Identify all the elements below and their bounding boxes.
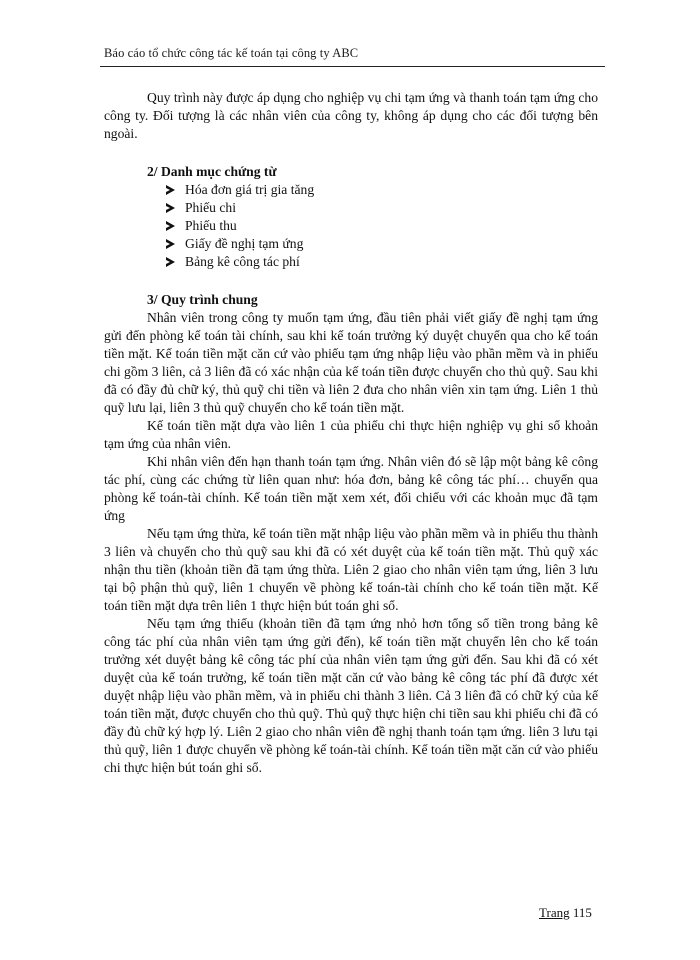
page-number: 115 [572,905,592,920]
arrow-bullet-icon [166,239,175,249]
arrow-bullet-icon [166,185,175,195]
list-item: Phiếu chi [166,199,598,217]
list-item: Hóa đơn giá trị gia tăng [166,181,598,199]
process-paragraph: Nhân viên trong công ty muốn tạm ứng, đầu tiên phải viết giấy đề nghị tạm ứng gửi đến phòng kế toán tài chính, sau khi kế toán trưởng ký duyệt chuyển qua cho kế toán tiền mặt. Kế toán tiền mặt căn cứ vào phiếu tạm ứng nhập liệu vào phần mềm và in phiếu chi gồm 3 liên, cả 3 liên đã có xác nhận của kế toán tiền được chuyển cho thủ quỹ. Sau khi đã có đầy đủ chữ ký, thủ quỹ chi tiền và liên 2 đưa cho nhân viên xin tạm ứng. Liên 1 thủ quỹ lưu lại, liên 3 thủ quỹ chuyển cho kế toán tiền mặt. [104,310,598,415]
list-item: Bảng kê công tác phí [166,253,598,271]
arrow-bullet-icon [166,257,175,267]
process-paragraph: Kế toán tiền mặt dựa vào liên 1 của phiếu chi thực hiện nghiệp vụ ghi sổ khoản tạm ứng của nhân viên. [104,418,598,451]
arrow-bullet-icon [166,221,175,231]
section-title-process: 3/ Quy trình chung [147,292,258,307]
page-header: Báo cáo tổ chức công tác kế toán tại công ty ABC [104,46,359,60]
process-paragraph: Khi nhân viên đến hạn thanh toán tạm ứng. Nhân viên đó sẽ lập một bảng kê công tác phí, cùng các chứng từ liên quan như: hóa đơn, bảng kê công tác phí… chuyển qua phòng kế toán-tài chính. Kế toán tiền mặt xem xét, đối chiếu với các khoản mục đã tạm ứng [104,454,598,523]
intro-paragraph: Quy trình này được áp dụng cho nghiệp vụ chi tạm ứng và thanh toán tạm ứng cho công ty. Đối tượng là các nhân viên của công ty, không áp dụng cho các đối tượng bên ngoài. [104,90,598,141]
header-divider [100,66,605,67]
section-title-documents: 2/ Danh mục chứng từ [147,164,277,179]
page-footer [539,905,592,921]
page-label: Trang [539,905,570,920]
list-item: Giấy đề nghị tạm ứng [166,235,598,253]
process-paragraph: Nếu tạm ứng thừa, kế toán tiền mặt nhập liệu vào phần mềm và in phiếu thu thành 3 liên và chuyển cho thủ quỹ sau khi đã có xét duyệt của kế toán tiền mặt. Thủ quỹ xác nhận thu tiền (khoản tiền đã tạm ứng thừa. Liên 2 giao cho nhân viên tạm ứng, liên 3 lưu tại bộ phận thủ quỹ, liên 1 chuyển về phòng kế toán-tài chính cho kế toán tiền mặt. Kế toán tiền mặt dựa trên liên 1 thực hiện bút toán ghi sổ. [104,526,598,613]
arrow-bullet-icon [166,203,175,213]
document-body [104,89,598,777]
document-list [104,181,598,271]
list-item: Phiếu thu [166,217,598,235]
process-paragraph: Nếu tạm ứng thiếu (khoản tiền đã tạm ứng nhỏ hơn tổng số tiền trong bảng kê công tác phí của nhân viên tạm ứng gửi đến), kế toán tiền mặt chuyển lên cho kế toán trưởng xét duyệt bảng kê công tác phí của nhân viên tạm ứng gửi đến. Sau khi đã có xét duyệt của kế toán trưởng, kế toán tiền mặt căn cứ vào bảng kê công tác phí đã được xét duyệt nhập liệu vào phần mềm, và in phiếu chi thành 3 liên. Cả 3 liên đã có chữ ký của kế toán tiền mặt, được chuyển cho thủ quỹ. Thủ quỹ thực hiện chi tiền sau khi phiếu chi đã có đầy đủ chữ ký hợp lý. Liên 2 giao cho nhân viên đề nghị thanh toán tạm ứng. liên 3 lưu tại thủ quỹ, liên 1 được chuyển về phòng kế toán-tài chính. Kế toán tiền mặt căn cứ vào phiếu chi thực hiện bút toán ghi sổ. [104,616,598,775]
